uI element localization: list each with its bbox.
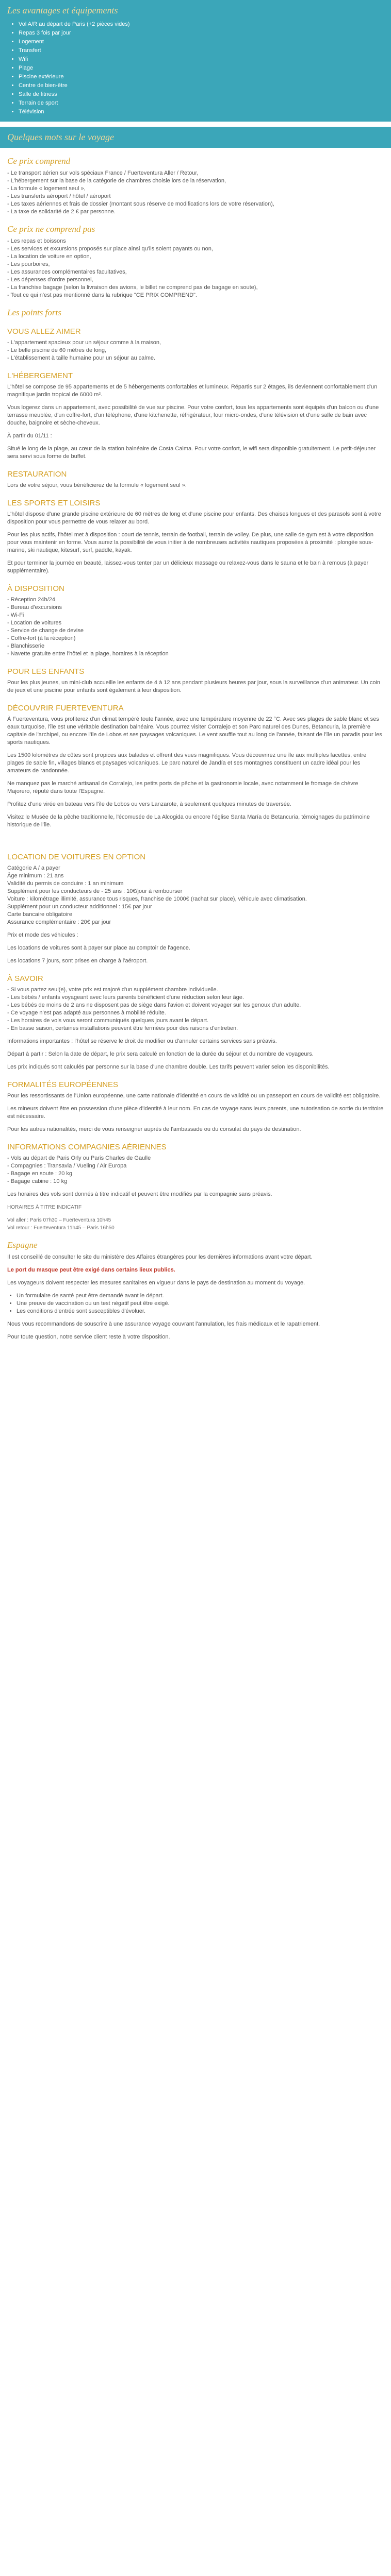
- amenities-band: [0, 0, 391, 122]
- car-rental-line: Validité du permis de conduire : 1 an minimum: [7, 880, 124, 887]
- spain-heading: Espagne: [7, 1240, 38, 1250]
- good-to-know-line: - Les bébés / enfants voyageant avec leurs parents bénéficient d'une réduction selon leur âge.: [7, 994, 244, 1001]
- accommodation-heading: L'HÉBERGEMENT: [7, 371, 73, 380]
- car-rental-line: Catégorie A / a payer: [7, 865, 60, 871]
- excludes-line: - La location de voiture en option,: [7, 253, 91, 260]
- car-rental-line: Voiture : kilométrage illimité, assurance tous risques, franchise de 1000€ (rachat sur place), véhicule avec climatisation.: [7, 896, 307, 902]
- good-to-know-heading: À SAVOIR: [7, 974, 43, 983]
- schedule-line: Vol retour : Fuerteventura 11h45 – Paris 16h50: [7, 1225, 115, 1231]
- includes-line: - Les transferts aéroport / hôtel / aéroport: [7, 193, 111, 199]
- excludes-line: - Tout ce qui n'est pas mentionné dans la rubrique "CE PRIX COMPREND".: [7, 292, 197, 298]
- facility-item: - Wi-Fi: [7, 612, 24, 618]
- spain-list-item: • Les conditions d'entrée sont susceptibles d'évoluer.: [17, 1308, 384, 1315]
- includes-line: - La formule « logement seul »,: [7, 185, 86, 192]
- discover-p4: Profitez d'une virée en bateau vers l'île de Lobos ou vers Lanzarote, à seulement quelques minutes de traversée.: [7, 801, 291, 807]
- amenity-item: • Centre de bien-être: [19, 81, 384, 90]
- content: [0, 156, 391, 1341]
- excludes-list: [7, 238, 384, 299]
- includes-line: - L'hébergement sur la base de la catégorie de chambres choisie lors de la réservation,: [7, 178, 226, 184]
- accommodation-p2: Vous logerez dans un appartement, avec possibilité de vue sur piscine. Pour votre confort, tous les appartements sont équipés d'un balcon ou d'une terrasse meublée, d'un coffre-fort, d'un téléphone, d'une kitchenette, réfrigérateur, four micro-ondes, d'une télévision et d'une salle de bain avec douche, baignoire et sèche-cheveux.: [7, 404, 379, 426]
- spain-highlight: Le port du masque peut être exigé dans certains lieux publics.: [7, 1267, 175, 1273]
- formalities-p3: Pour les autres nationalités, merci de vous renseigner auprès de l'ambassade ou du consulat du pays de destination.: [7, 1126, 301, 1132]
- car-rental-line: Supplément pour les conducteurs de - 25 ans : 10€/jour à rembourser: [7, 888, 183, 894]
- good-to-know-p3: Les prix indiqués sont calculés par personne sur la base d'une chambre double. Les tarifs peuvent varier selon les disponibilités.: [7, 1064, 330, 1070]
- spain-p1: Il est conseillé de consulter le site du ministère des Affaires étrangères pour les dernières informations avant votre départ.: [7, 1254, 313, 1260]
- amenity-item: • Télévision: [19, 108, 384, 116]
- schedule-line: Vol aller : Paris 07h30 – Fuerteventura 10h45: [7, 1217, 111, 1223]
- accommodation-p1: L'hôtel se compose de 95 appartements et de 5 hébergements confortables et lumineux. Répartis sur 2 étages, ils deviennent confortablement d'un magnifique jardin tropical de 6000 m².: [7, 384, 378, 398]
- accommodation-p3: À partir du 01/11 :: [7, 433, 52, 439]
- facility-item: - Réception 24h/24: [7, 597, 55, 603]
- airlines-p1: Les horaires des vols sont donnés à titre indicatif et peuvent être modifiés par la compagnie sans préavis.: [7, 1191, 272, 1197]
- car-rental-line: Âge minimum : 21 ans: [7, 873, 64, 879]
- amenity-item: • Salle de fitness: [19, 90, 384, 99]
- excludes-line: - Les dépenses d'ordre personnel,: [7, 277, 93, 283]
- excludes-heading: Ce prix ne comprend pas: [7, 224, 95, 234]
- airlines-list: [7, 1155, 384, 1185]
- dining-heading: RESTAURATION: [7, 470, 67, 479]
- formalities-p1: Pour les ressortissants de l'Union européenne, une carte nationale d'identité en cours de validité ou un passeport en cours de validité est obligatoire.: [7, 1093, 381, 1099]
- highlight-line: - L'établissement à taille humaine pour un séjour au calme.: [7, 355, 156, 361]
- discover-p2: Les 1500 kilomètres de côtes sont propices aux balades et offrent des vues magnifiques. Vous découvrirez une île aux multiples facettes, entre plages de sable fin, villages blancs et paysages volcaniques. Le parc naturel de Jandía et ses montagnes constituent un cadre idéal pour les amateurs de randonnée.: [7, 752, 367, 774]
- sports-p3: Et pour terminer la journée en beauté, laissez-vous tenter par un délicieux massage ou relaxez-vous dans le sauna et le bain à remous (à payer supplémentaire).: [7, 560, 369, 574]
- good-to-know-line: - En basse saison, certaines installations peuvent être fermées pour des raisons d'entretien.: [7, 1025, 238, 1031]
- facility-item: - Coffre-fort (à la réception): [7, 635, 76, 641]
- facility-item: - Blanchisserie: [7, 643, 45, 649]
- good-to-know-list: [7, 986, 384, 1032]
- excludes-line: - Les services et excursions proposés sur place ainsi qu'ils soient payants ou non,: [7, 246, 213, 252]
- highlights-heading: Les points forts: [7, 308, 61, 317]
- excludes-line: - La franchise bagage (selon la livraison des avions, le billet ne comprend pas de bagage en soute),: [7, 284, 258, 291]
- amenity-item: • Wifi: [19, 55, 384, 64]
- highlights-sub: VOUS ALLEZ AIMER: [7, 327, 81, 336]
- car-rental-list: [7, 865, 384, 926]
- includes-heading: Ce prix comprend: [7, 156, 71, 166]
- spain-p2: Les voyageurs doivent respecter les mesures sanitaires en vigueur dans le pays de destination au moment du voyage.: [7, 1280, 305, 1286]
- car-rental-line: Assurance complémentaire : 20€ par jour: [7, 919, 111, 925]
- airline-line: - Bagage cabine : 10 kg: [7, 1178, 68, 1184]
- facility-item: - Service de change de devise: [7, 628, 84, 634]
- facilities-heading: À DISPOSITION: [7, 584, 64, 593]
- discover-p3: Ne manquez pas le marché artisanal de Corralejo, les petits ports de pêche et la gastronomie locale, avec notamment le fromage de chèvre Majorero, réputé dans toute l'Espagne.: [7, 781, 359, 794]
- airline-line: - Compagnies : Transavia / Vueling / Air Europa: [7, 1163, 127, 1169]
- excludes-line: - Les assurances complémentaires facultatives,: [7, 269, 127, 275]
- amenity-item: • Transfert: [19, 46, 384, 55]
- dining-p1: Lors de votre séjour, vous bénéficierez de la formule « logement seul ».: [7, 482, 187, 488]
- spain-list: [7, 1292, 384, 1315]
- facilities-list: [7, 596, 384, 658]
- amenity-item: • Repas 3 fois par jour: [19, 29, 384, 38]
- facility-item: - Location de voitures: [7, 620, 62, 626]
- amenities-title: Les avantages et équipements: [7, 5, 118, 15]
- car-rental-p1: Prix et mode des véhicules :: [7, 932, 78, 938]
- car-rental-line: Supplément pour un conducteur additionnel : 15€ par jour: [7, 904, 152, 910]
- sports-p2: Pour les plus actifs, l'hôtel met à disposition : court de tennis, terrain de football, terrain de volley. De plus, une salle de gym est à votre disposition pour vous maintenir en forme. Vous aurez la possibilité de vous initier à de nombreuses activités nautiques proposées à proximité : plongée sous-marine, ski nautique, kitesurf, surf, paddle, kayak.: [7, 532, 373, 553]
- spain-list-item: • Une preuve de vaccination ou un test négatif peut être exigé.: [17, 1300, 384, 1308]
- car-rental-heading: LOCATION DE VOITURES EN OPTION: [7, 853, 146, 861]
- amenity-item: • Terrain de sport: [19, 99, 384, 108]
- airlines-heading: INFORMATIONS COMPAGNIES AÉRIENNES: [7, 1143, 167, 1151]
- good-to-know-line: - Ce voyage n'est pas adapté aux personnes à mobilité réduite.: [7, 1010, 166, 1016]
- amenity-item: • Vol A/R au départ de Paris (+2 pièces vides): [19, 20, 384, 29]
- includes-list: [7, 170, 384, 216]
- schedule-list: [7, 1216, 384, 1232]
- highlight-line: - Le belle piscine de 60 mètres de long,: [7, 347, 107, 353]
- schedule-title: HORAIRES À TITRE INDICATIF: [7, 1205, 82, 1210]
- spain-p4: Pour toute question, notre service client reste à votre disposition.: [7, 1334, 170, 1340]
- formalities-p2: Les mineurs doivent être en possession d'une pièce d'identité à leur nom. En cas de voyage sans leurs parents, une autorisation de sortie du territoire est nécessaire.: [7, 1106, 384, 1120]
- good-to-know-p2: Départ à partir : Selon la date de départ, le prix sera calculé en fonction de la durée du séjour et du nombre de voyageurs.: [7, 1051, 314, 1057]
- amenity-item: • Logement: [19, 38, 384, 46]
- includes-line: - Les taxes aériennes et frais de dossier (montant sous réserve de modifications lors de votre réservation),: [7, 201, 274, 207]
- airline-line: - Bagage en soute : 20 kg: [7, 1171, 72, 1177]
- sports-heading: LES SPORTS ET LOISIRS: [7, 499, 101, 507]
- formalities-heading: FORMALITÉS EUROPÉENNES: [7, 1080, 119, 1089]
- excludes-line: - Les pourboires,: [7, 261, 50, 267]
- facility-item: - Navette gratuite entre l'hôtel et la plage, horaires à la réception: [7, 651, 169, 657]
- excludes-line: - Les repas et boissons: [7, 238, 66, 244]
- includes-line: - Le transport aérien sur vols spéciaux France / Fuerteventura Aller / Retour,: [7, 170, 199, 176]
- sports-p1: L'hôtel dispose d'une grande piscine extérieure de 60 mètres de long et d'une piscine pour enfants. Des chaises longues et des parasols sont à votre disposition pour vous permettre de vous relaxer au bord.: [7, 511, 381, 525]
- accommodation-p4: Situé le long de la plage, au cœur de la station balnéaire de Costa Calma. Pour votre confort, le wifi sera disponible gratuitement. Le petit-déjeuner sera servi sous forme de buffet.: [7, 446, 376, 460]
- amenity-item: • Plage: [19, 64, 384, 73]
- good-to-know-line: - Les horaires de vols vous seront communiqués quelques jours avant le départ.: [7, 1018, 209, 1024]
- kids-heading: POUR LES ENFANTS: [7, 667, 85, 676]
- kids-p1: Pour les plus jeunes, un mini-club accueille les enfants de 4 à 12 ans pendant plusieurs heures par jour, sous la surveillance d'un animateur. Un coin de jeux et une piscine pour enfants sont également à leur disposition.: [7, 680, 381, 693]
- car-rental-line: Carte bancaire obligatoire: [7, 911, 72, 918]
- spacer: [7, 834, 384, 843]
- good-to-know-line: - Les bébés de moins de 2 ans ne disposent pas de siège dans l'avion et doivent voyager sur les genoux d'un adulte.: [7, 1002, 301, 1008]
- spain-p3: Nous vous recommandons de souscrire à une assurance voyage couvrant l'annulation, les frais médicaux et le rapatriement.: [7, 1321, 320, 1327]
- airline-line: - Vols au départ de Paris Orly ou Paris Charles de Gaulle: [7, 1155, 151, 1161]
- car-rental-p3: Les locations 7 jours, sont prises en charge à l'aéroport.: [7, 958, 148, 964]
- facility-item: - Bureau d'excursions: [7, 604, 62, 611]
- amenity-item: • Piscine extérieure: [19, 73, 384, 81]
- discover-p1: À Fuerteventura, vous profiterez d'un climat tempéré toute l'année, avec une température moyenne de 22 °C. Avec ses plages de sable blanc et ses eaux turquoise, l'île est une véritable destination balnéaire. Vous pourrez visiter Corralejo et son Parc naturel des Dunes, Betancuria, la première capitale de l'archipel, ou encore l'île de Lobos et ses paysages volcaniques. Le vent souffle tout au long de l'année, faisant de l'île un paradis pour les sports nautiques.: [7, 716, 382, 745]
- good-to-know-line: - Si vous partez seul(e), votre prix est majoré d'un supplément chambre individuelle.: [7, 987, 218, 993]
- spain-list-item: • Un formulaire de santé peut être demandé avant le départ.: [17, 1292, 384, 1300]
- amenities-list: [7, 20, 384, 116]
- good-to-know-p1: Informations importantes : l'hôtel se réserve le droit de modifier ou d'annuler certains services sans préavis.: [7, 1038, 277, 1044]
- discover-heading: DÉCOUVRIR FUERTEVENTURA: [7, 704, 124, 713]
- car-rental-p2: Les locations de voitures sont à payer sur place au comptoir de l'agence.: [7, 945, 190, 951]
- trip-words-title: Quelques mots sur le voyage: [0, 127, 391, 148]
- includes-line: - La taxe de solidarité de 2 € par personne.: [7, 209, 116, 215]
- discover-p5: Visitez le Musée de la pêche traditionnelle, l'écomusée de La Alcogida ou encore l'église Santa María de Betancuria, témoignages du patrimoine historique de l'île.: [7, 814, 370, 828]
- highlight-line: - L'appartement spacieux pour un séjour comme à la maison,: [7, 340, 161, 346]
- highlights-list: [7, 339, 384, 362]
